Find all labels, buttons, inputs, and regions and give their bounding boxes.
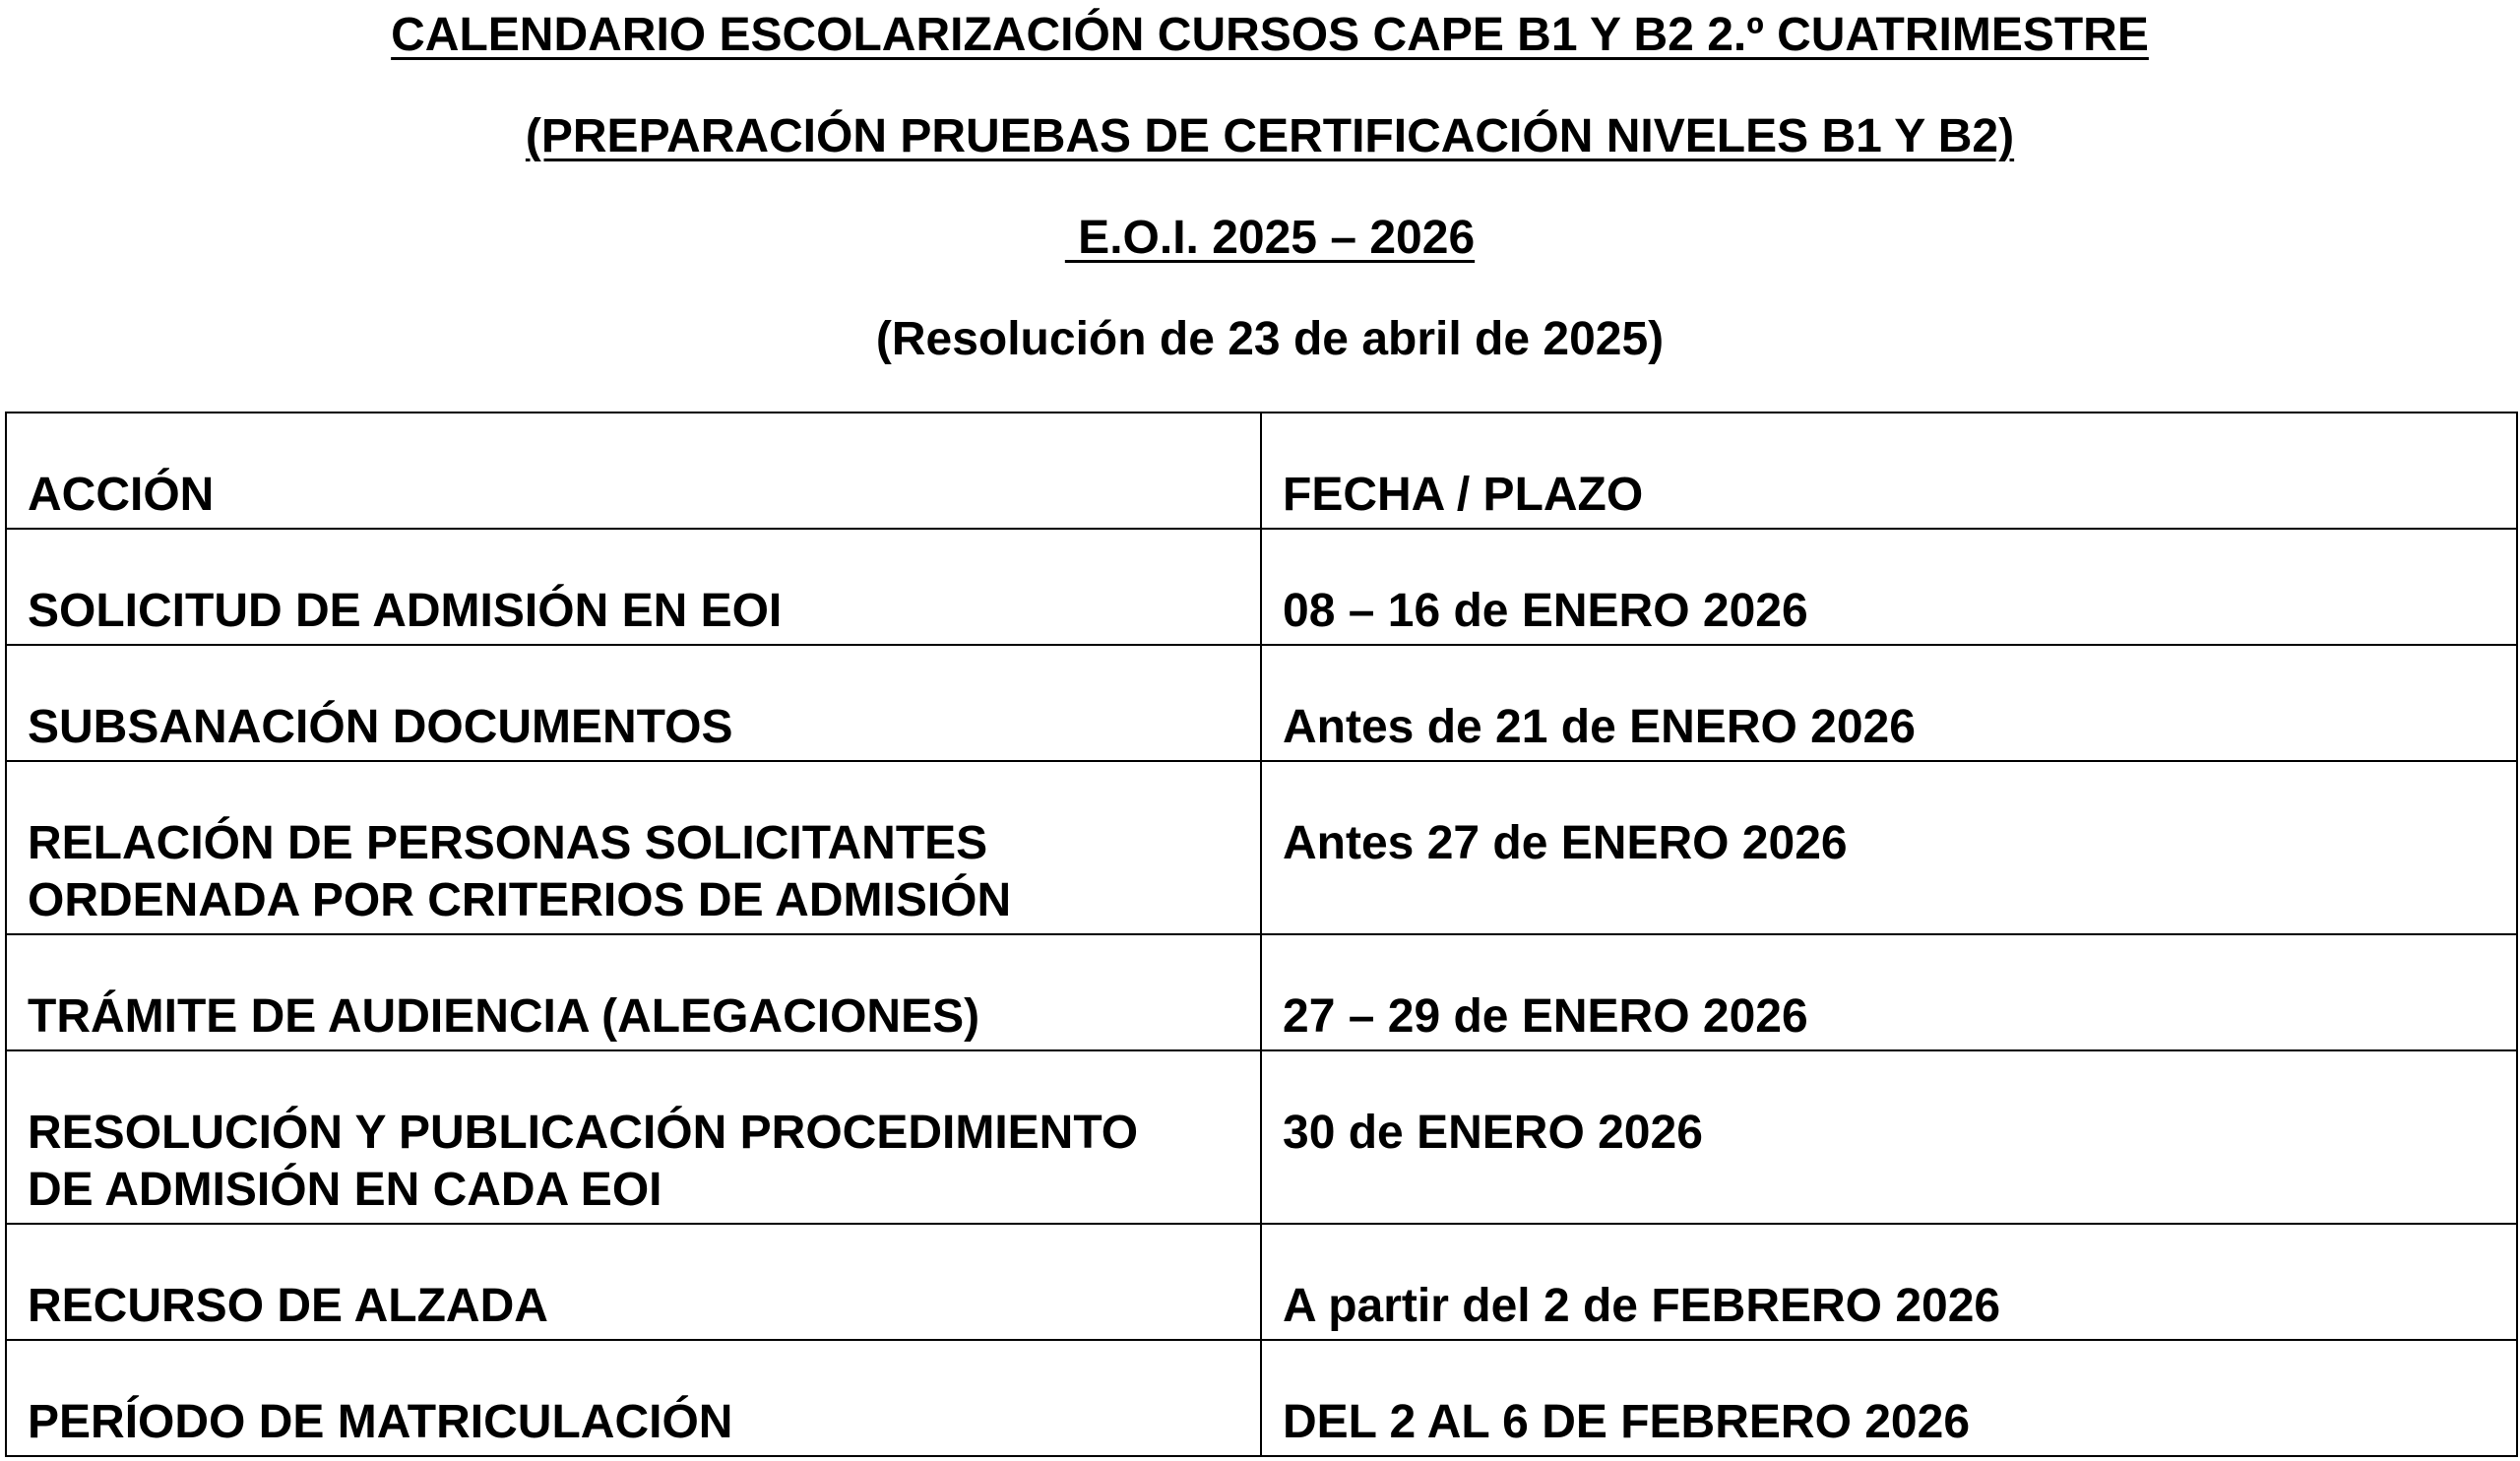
table-header-row: [6, 413, 2517, 529]
title-line-2: [0, 107, 2520, 166]
subtitle: [0, 310, 2520, 369]
cell-accion: RESOLUCIÓN Y PUBLICACIÓN PROCEDIMIENTO DE ADMISIÓN EN CADA EOI: [6, 1050, 1261, 1224]
cell-accion: RELACIÓN DE PERSONAS SOLICITANTES ORDENADA POR CRITERIOS DE ADMISIÓN: [6, 761, 1261, 934]
cell-fecha: Antes 27 de ENERO 2026: [1261, 761, 2517, 934]
table-row: [6, 1340, 2517, 1456]
cell-fecha: DEL 2 AL 6 DE FEBRERO 2026: [1261, 1340, 2517, 1456]
cell-fecha: 30 de ENERO 2026: [1261, 1050, 2517, 1224]
title-text-2: (PREPARACIÓN PRUEBAS DE CERTIFICACIÓN NIVELES B1 Y B2): [525, 110, 2015, 162]
header-cell-fecha: FECHA / PLAZO: [1261, 413, 2517, 529]
header-cell-accion: ACCIÓN: [6, 413, 1261, 529]
table-row: [6, 761, 2517, 934]
title-text-1: CALENDARIO ESCOLARIZACIÓN CURSOS CAPE B1 Y B2 2.º CUATRIMESTRE: [391, 9, 2149, 61]
cell-fecha: 27 – 29 de ENERO 2026: [1261, 934, 2517, 1050]
table-row: [6, 934, 2517, 1050]
table-row: [6, 645, 2517, 761]
table-row: [6, 1050, 2517, 1224]
cell-accion: SUBSANACIÓN DOCUMENTOS: [6, 645, 1261, 761]
cell-accion: PERÍODO DE MATRICULACIÓN: [6, 1340, 1261, 1456]
title-line-3: [0, 209, 2520, 268]
cell-accion: RECURSO DE ALZADA: [6, 1224, 1261, 1340]
cell-fecha: A partir del 2 de FEBRERO 2026: [1261, 1224, 2517, 1340]
title-text-3: E.O.I. 2025 – 2026: [1064, 212, 1476, 264]
cell-accion: SOLICITUD DE ADMISIÓN EN EOI: [6, 529, 1261, 645]
table-row: [6, 529, 2517, 645]
cell-accion: TRÁMITE DE AUDIENCIA (ALEGACIONES): [6, 934, 1261, 1050]
table-row: [6, 1224, 2517, 1340]
cell-fecha: 08 – 16 de ENERO 2026: [1261, 529, 2517, 645]
cell-fecha: Antes de 21 de ENERO 2026: [1261, 645, 2517, 761]
title-line-1: [0, 6, 2520, 65]
subtitle-text: (Resolución de 23 de abril de 2025): [875, 313, 1665, 365]
calendar-table: [5, 412, 2518, 1457]
